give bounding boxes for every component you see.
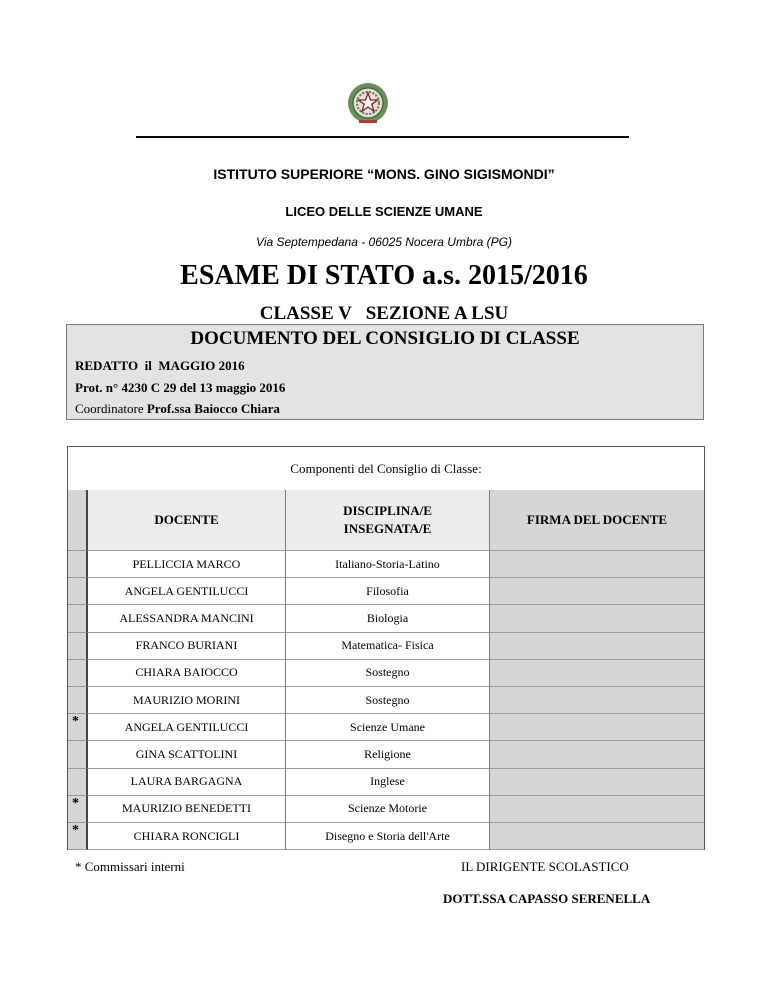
signature-cell (490, 714, 704, 741)
school-address: Via Septempedana - 06025 Nocera Umbra (PG) (256, 235, 512, 249)
docente-cell: ANGELA GENTILUCCI (88, 578, 286, 605)
mark-cell (68, 741, 88, 768)
signature-cell (490, 605, 704, 632)
table-row (68, 578, 704, 605)
mark-cell (68, 660, 88, 687)
table-row (68, 605, 704, 632)
disciplina-cell: Scienze Umane (286, 714, 490, 741)
table-row (68, 769, 704, 796)
table-row (68, 796, 704, 823)
mark-cell: * (68, 796, 88, 823)
coordinator-name: Prof.ssa Baiocco Chiara (146, 401, 280, 416)
mark-cell (68, 633, 88, 660)
disciplina-cell: Italiano-Storia-Latino (286, 551, 490, 578)
disciplina-cell: Matematica- Fisica (286, 633, 490, 660)
signature-cell (490, 741, 704, 768)
disciplina-cell: Biologia (286, 605, 490, 632)
docente-header: DOCENTE (88, 490, 286, 551)
footer-signatory: DOTT.SSA CAPASSO SERENELLA (443, 891, 651, 906)
disciplina-header (286, 490, 490, 551)
table-row (68, 687, 704, 714)
document-info-box (66, 324, 704, 420)
coordinator-line (75, 401, 280, 417)
table-row (68, 633, 704, 660)
council-caption: Componenti del Consiglio di Classe: (290, 461, 482, 476)
disciplina-cell: Religione (286, 741, 490, 768)
docente-cell: PELLICCIA MARCO (88, 551, 286, 578)
school-type: LICEO DELLE SCIENZE UMANE (285, 204, 483, 219)
docente-cell: ANGELA GENTILUCCI (88, 714, 286, 741)
coordinator-label: Coordinatore (75, 401, 147, 416)
disciplina-cell: Inglese (286, 769, 490, 796)
signature-cell (490, 578, 704, 605)
firma-header: FIRMA DEL DOCENTE (490, 490, 704, 551)
docente-cell: MAURIZIO MORINI (88, 687, 286, 714)
disciplina-cell: Sostegno (286, 660, 490, 687)
mark-cell (68, 578, 88, 605)
council-table (67, 446, 705, 850)
table-header-row (68, 490, 704, 551)
disciplina-cell: Filosofia (286, 578, 490, 605)
school-name: ISTITUTO SUPERIORE “MONS. GINO SIGISMONDI” (213, 166, 555, 182)
disciplina-header-line1: DISCIPLINA/E (343, 503, 432, 518)
docente-cell: MAURIZIO BENEDETTI (88, 796, 286, 823)
protocol-line: Prot. n° 4230 C 29 del 13 maggio 2016 (75, 380, 286, 395)
table-row (68, 823, 704, 850)
signature-cell (490, 660, 704, 687)
disciplina-cell: Sostegno (286, 687, 490, 714)
mark-cell (68, 551, 88, 578)
exam-title: ESAME DI STATO a.s. 2015/2016 (180, 260, 588, 291)
mark-cell: * (68, 714, 88, 741)
disciplina-cell: Scienze Motorie (286, 796, 490, 823)
mark-cell (68, 605, 88, 632)
signature-cell (490, 551, 704, 578)
mark-cell (68, 687, 88, 714)
class-line: CLASSE V SEZIONE A LSU (259, 303, 509, 324)
table-row (68, 714, 704, 741)
docente-cell: GINA SCATTOLINI (88, 741, 286, 768)
mark-header-cell (68, 490, 88, 551)
signature-cell (490, 769, 704, 796)
signature-cell (490, 796, 704, 823)
signature-cell (490, 823, 704, 850)
italian-republic-emblem (344, 78, 392, 126)
mark-cell (68, 769, 88, 796)
disciplina-header-line2: INSEGNATA/E (343, 521, 432, 536)
signature-cell (490, 687, 704, 714)
mark-cell: * (68, 823, 88, 850)
table-row (68, 660, 704, 687)
signature-cell (490, 633, 704, 660)
docente-cell: LAURA BARGAGNA (88, 769, 286, 796)
docente-cell: CHIARA BAIOCCO (88, 660, 286, 687)
redatto-line: REDATTO il MAGGIO 2016 (75, 358, 245, 373)
header-rule (136, 136, 629, 138)
table-row (68, 551, 704, 578)
docente-cell: CHIARA RONCIGLI (88, 823, 286, 850)
docente-cell: FRANCO BURIANI (88, 633, 286, 660)
document-title: DOCUMENTO DEL CONSIGLIO DI CLASSE (190, 328, 580, 349)
docente-cell: ALESSANDRA MANCINI (88, 605, 286, 632)
disciplina-cell: Disegno e Storia dell'Arte (286, 823, 490, 850)
footer-role: IL DIRIGENTE SCOLASTICO (461, 859, 629, 874)
footer-note: * Commissari interni (75, 859, 185, 874)
table-row (68, 741, 704, 768)
